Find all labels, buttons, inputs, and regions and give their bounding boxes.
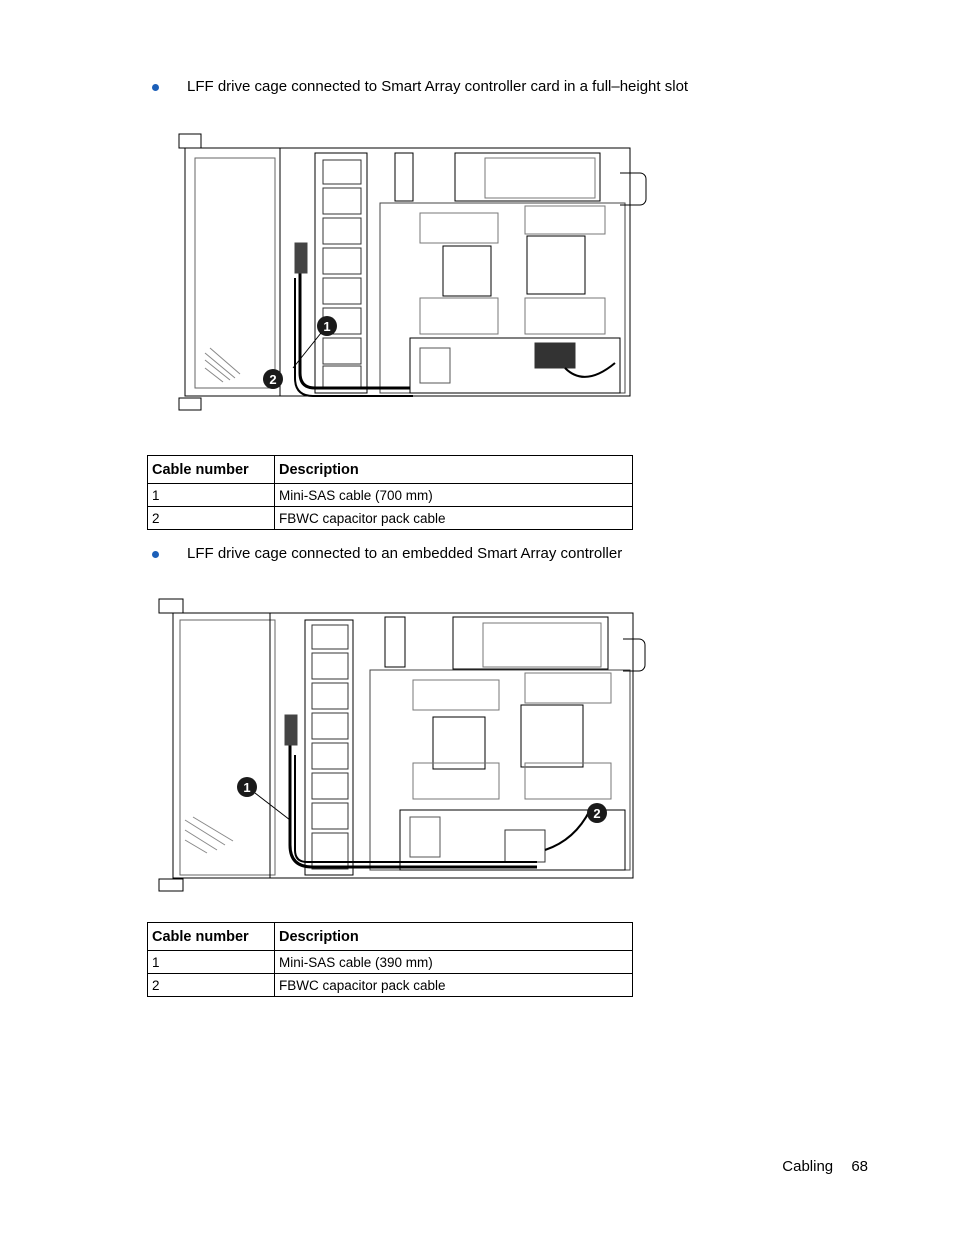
server-diagram-2-svg	[155, 595, 655, 895]
description-cell: FBWC capacitor pack cable	[275, 974, 633, 997]
bullet-item-2	[152, 545, 622, 563]
table-row	[148, 507, 633, 530]
callout-2-label: 2	[269, 372, 277, 387]
description-cell: Mini-SAS cable (700 mm)	[275, 484, 633, 507]
column-header: Description	[275, 456, 633, 484]
column-header: Cable number	[148, 923, 275, 951]
server-diagram-2	[155, 595, 655, 895]
cable-number-cell: 2	[148, 974, 275, 997]
table-header-row	[148, 456, 633, 484]
table-row	[148, 951, 633, 974]
server-diagram-1	[175, 128, 655, 413]
callout-1-label: 1	[243, 780, 251, 795]
callout-1-label: 1	[323, 319, 331, 334]
callout-1	[317, 316, 337, 336]
page-number: 68	[851, 1158, 868, 1175]
page-footer	[782, 1158, 868, 1175]
bullet-text: LFF drive cage connected to Smart Array controller card in a full–height slot	[187, 78, 689, 95]
description-cell: Mini-SAS cable (390 mm)	[275, 951, 633, 974]
cable-number-cell: 1	[148, 951, 275, 974]
bullet-dot	[152, 84, 159, 91]
cable-number-cell: 2	[148, 507, 275, 530]
callout-1	[237, 777, 257, 797]
column-header: Cable number	[148, 456, 275, 484]
cable-table-2	[147, 922, 633, 997]
bullet-text: LFF drive cage connected to an embedded Smart Array controller	[187, 545, 623, 562]
table-header-row	[148, 923, 633, 951]
footer-section: Cabling	[782, 1158, 834, 1175]
server-diagram-1-svg	[175, 128, 655, 413]
description-cell: FBWC capacitor pack cable	[275, 507, 633, 530]
cable-table-1	[147, 455, 633, 530]
column-header: Description	[275, 923, 633, 951]
callout-2	[263, 369, 283, 389]
callout-2	[587, 803, 607, 823]
callout-2-label: 2	[593, 806, 601, 821]
table-row	[148, 974, 633, 997]
cable-number-cell: 1	[148, 484, 275, 507]
bullet-item-1	[152, 78, 688, 96]
bullet-dot	[152, 551, 159, 558]
table-row	[148, 484, 633, 507]
